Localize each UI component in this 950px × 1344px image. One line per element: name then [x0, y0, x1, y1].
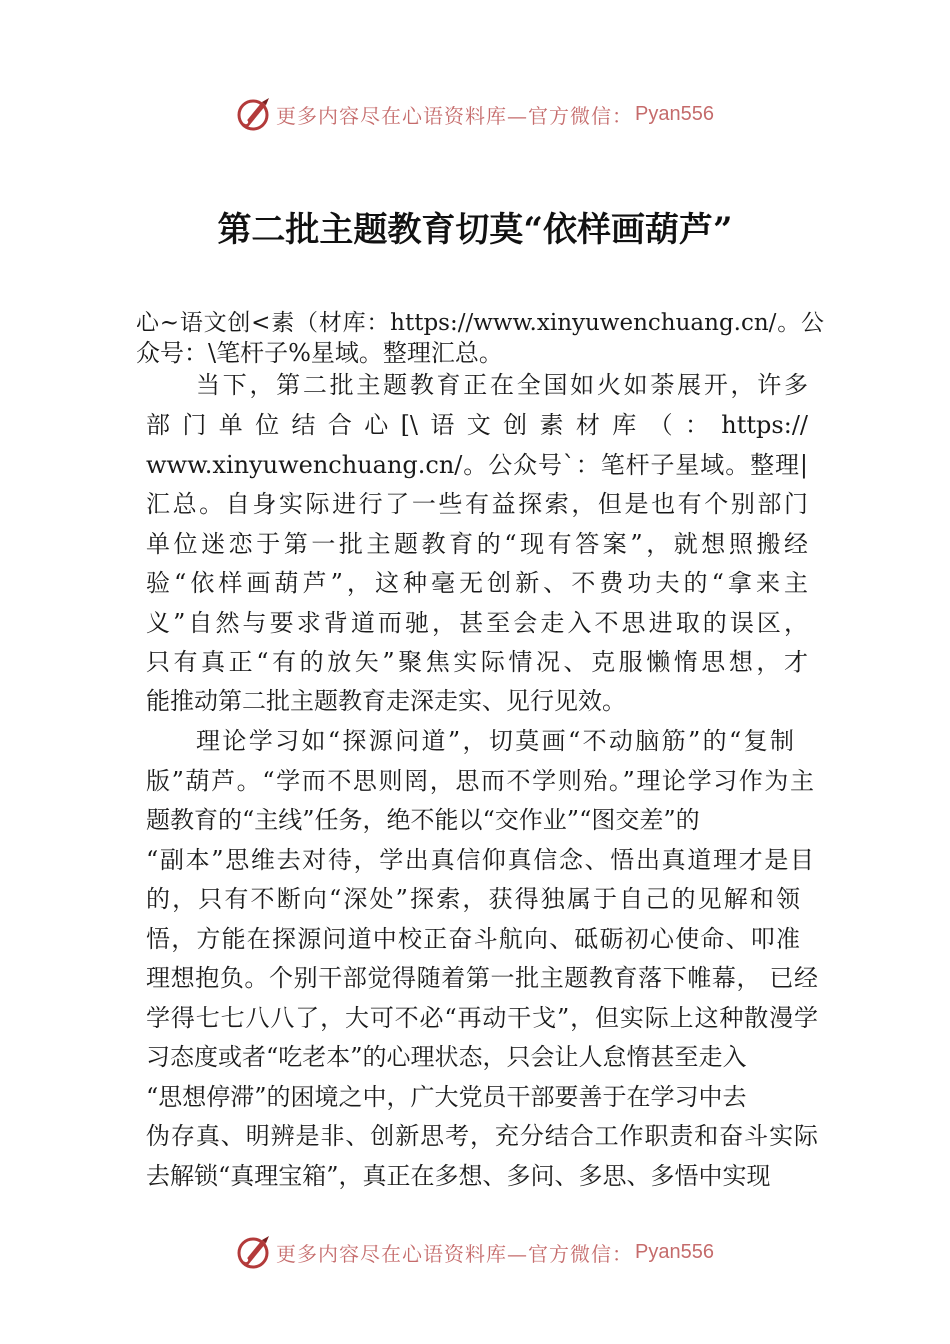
document-title: 第二批主题教育切莫“依样画葫芦” [217, 210, 733, 250]
banner-wechat-id: Pyan556 [635, 1240, 714, 1263]
banner-text: 更多内容尽在心语资料库—官方微信： [276, 103, 634, 128]
paragraph-line: 伪存真、明辨是非、创新思考，充分结合工作职责和奋斗实际 [146, 1122, 818, 1150]
paragraph-line: “思想停滞”的困境之中，广大党员干部要善于在学习中去 [146, 1083, 747, 1111]
banner-text: 更多内容尽在心语资料库—官方微信： [276, 1241, 634, 1266]
paragraph-line: 的，只有不断向“深处”探索，获得独属于自己的见解和领 [146, 885, 800, 913]
paragraph-line: 只有真正“有的放矢”聚焦实际情况、克服懒惰思想，才 [146, 648, 808, 676]
pen-logo-icon [236, 96, 272, 132]
banner-wechat-id: Pyan556 [635, 102, 714, 125]
paragraph-line: 当下，第二批主题教育正在全国如火如荼展开，许多 [196, 371, 808, 399]
paragraph-line: 验“依样画葫芦”，这种毫无创新、不费功夫的“拿来主 [146, 569, 808, 597]
paragraph-line: 汇总。自身实际进行了一些有益探索，但是也有个别部门 [146, 490, 808, 518]
header-watermark-banner [0, 92, 950, 136]
paragraph-line: 义”自然与要求背道而驰，甚至会走入不思进取的误区， [146, 609, 808, 637]
paragraph-line: 理想抱负。个别干部觉得随着第一批主题教育落下帷幕， 已经 [146, 964, 818, 992]
pen-logo-icon [236, 1234, 272, 1270]
source-line: 众号：\笔杆子%星域。整理汇总。 [136, 339, 503, 367]
paragraph-line: www.xinyuwenchuang.cn/。公众号`：笔杆子星域。整理| [146, 451, 808, 479]
paragraph-line: 理论学习如“探源问道”，切莫画“不动脑筋”的“复制 [196, 727, 794, 755]
paragraph-line: 单位迷恋于第一批主题教育的“现有答案”，就想照搬经 [146, 530, 808, 558]
paragraph-line: 学得七七八八了，大可不必“再动干戈”，但实际上这种散漫学 [146, 1004, 818, 1032]
source-line: 心~语文创<素（材库：https://www.xinyuwenchuang.cn/。公 [136, 310, 824, 336]
paragraph-line: 部门单位结合心[\语文创素材库（：https:// [146, 411, 808, 439]
footer-watermark-banner [0, 1230, 950, 1274]
paragraph-line: 习态度或者“吃老本”的心理状态，只会让人怠惰甚至走入 [146, 1043, 747, 1071]
paragraph-line: 去解锁“真理宝箱”，真正在多想、多问、多思、多悟中实现 [146, 1162, 771, 1190]
paragraph-line: 悟，方能在探源问道中校正奋斗航向、砥砺初心使命、叩准 [146, 925, 800, 953]
paragraph-line: 题教育的“主线”任务，绝不能以“交作业”“图交差”的 [146, 806, 700, 834]
paragraph-line: 版”葫芦。“学而不思则罔，思而不学则殆。”理论学习作为主 [146, 767, 814, 795]
paragraph-line: “副本”思维去对待，学出真信仰真信念、悟出真道理才是目 [146, 846, 814, 874]
paragraph-line: 能推动第二批主题教育走深走实、见行见效。 [146, 687, 626, 715]
